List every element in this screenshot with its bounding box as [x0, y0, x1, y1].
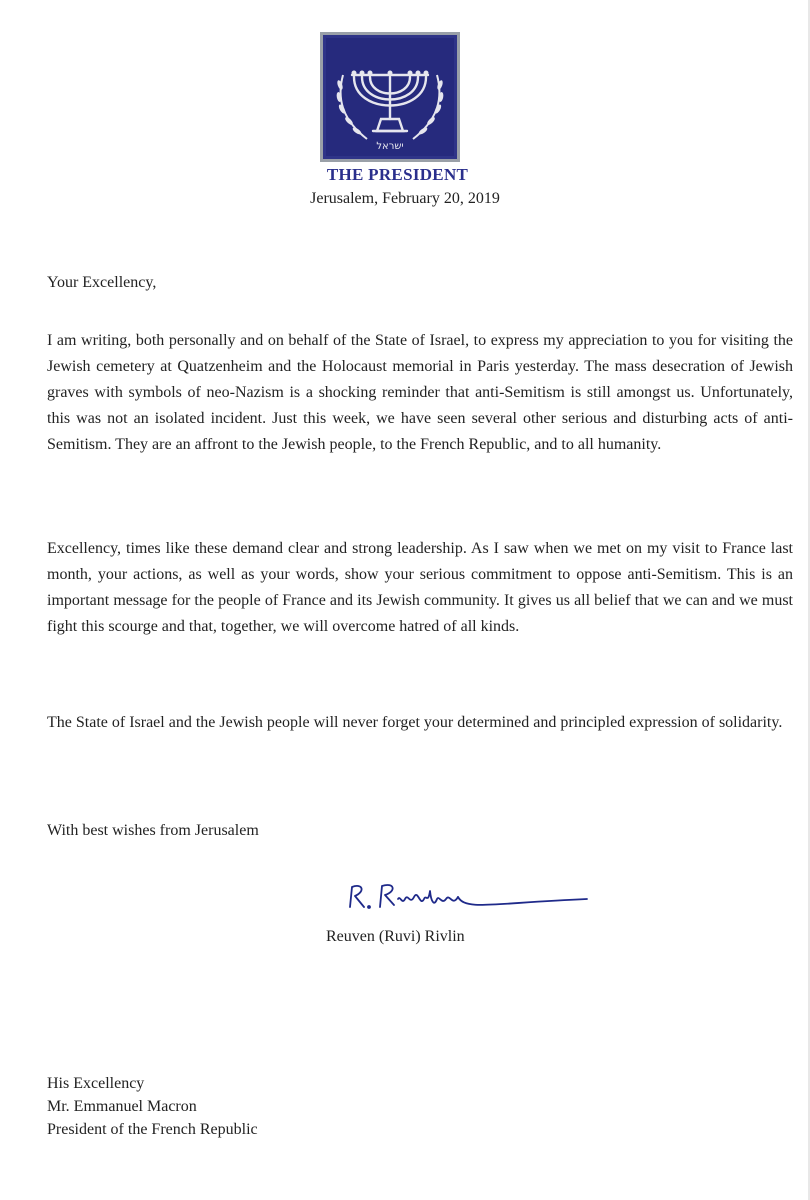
body-paragraph-3: The State of Israel and the Jewish people will never forget your determined and principled expression of solidarity. — [47, 714, 783, 731]
dateline: Jerusalem, February 20, 2019 — [310, 190, 500, 207]
body-paragraph-2: Excellency, times like these demand clear and strong leadership. As I saw when we met on my visit to France last month, your actions, as well as your words, show your serious commitment to oppose anti-Semitism. This is an important message for the people of France and its Jewish community. It gives us all belief that we can and we must fight this scourge and that, together, we will overcome hatred of all kinds. — [47, 540, 793, 635]
emblem-caption: ישראל — [376, 141, 404, 152]
letterhead-title: THE PRESIDENT — [326, 165, 469, 184]
addressee-line-1: His Excellency — [47, 1075, 145, 1092]
body-paragraph-1: I am writing, both personally and on behalf of the State of Israel, to express my appreciation to you for visiting the Jewish cemetery at Quatzenheim and the Holocaust memorial in Paris yesterday. The mass desecration of Jewish graves with symbols of neo-Nazism is a shocking reminder that anti-Semitism is still amongst us. Unfortunately, this was not an isolated incident. Just this week, we have seen several other serious and disturbing acts of anti-Semitism. They are an affront to the Jewish people, to the French Republic, and to all humanity. — [47, 332, 793, 453]
salutation: Your Excellency, — [47, 274, 157, 291]
menorah-icon — [323, 35, 457, 159]
addressee-line-2: Mr. Emmanuel Macron — [47, 1098, 197, 1115]
closing: With best wishes from Jerusalem — [47, 822, 259, 839]
signer-name: Reuven (Ruvi) Rivlin — [326, 928, 465, 945]
menorah-emblem-icon — [320, 32, 460, 162]
addressee-block — [47, 1072, 258, 1141]
handwritten-signature — [342, 877, 592, 926]
addressee-line-3: President of the French Republic — [47, 1121, 258, 1138]
